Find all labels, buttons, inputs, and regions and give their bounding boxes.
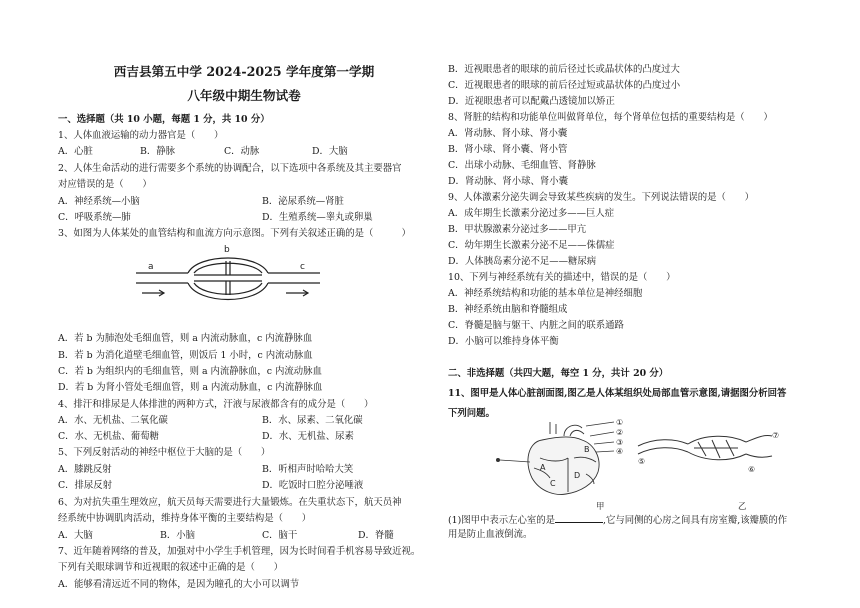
q10-option-c: C．脊髓是脑与躯干、内脏之间的联系通路 [448, 320, 624, 331]
q7-stem-line1: 7、近年随着网络的普及，加强对中小学生手机管理，因为长时间看手机容易导致近视。 [58, 546, 421, 557]
q7-option-c: C．近视眼患者的眼球的前后径过短或晶状体的凸度过小 [448, 80, 681, 91]
q4-stem: 4、排汗和排尿是人体排泄的两种方式，汗液与尿液都含有的成分是（ ） [58, 399, 374, 410]
exam-subtitle: 八年级中期生物试卷 [187, 88, 301, 103]
q9-option-b: B．甲状腺激素分泌过多——甲亢 [448, 224, 587, 235]
q5-stem: 5、下列反射活动的神经中枢位于大脑的是（ ） [58, 447, 271, 458]
q11-sub1-line2: 用是防止血液倒流。 [448, 529, 533, 540]
q6-option-b: B．小脑 [160, 530, 196, 541]
section2-heading: 二、非选择题（共四大题，每空 1 分，共计 20 分） [448, 368, 669, 379]
q5-option-c: C．排尿反射 [58, 480, 113, 491]
label-a: a [148, 262, 154, 272]
exam-title: 西吉县第五中学 2024-2025 学年度第一学期 [113, 64, 375, 79]
section1-heading: 一、选择题（共 10 小题，每题 1 分，共 10 分） [58, 114, 270, 125]
q4-option-a: A．水、无机盐、二氧化碳 [58, 415, 168, 426]
q4-option-b: B．水、尿素、二氧化碳 [262, 415, 363, 426]
q8-option-b: B．肾小球、肾小囊、肾小管 [448, 144, 568, 155]
heart-label-4: ④ [616, 447, 624, 456]
q11-stem-line1: 11、图甲是人体心脏剖面图,图乙是人体某组织处局部血管示意图,请据图分析回答 [448, 388, 787, 399]
q7-option-a: A．能够看清远近不同的物体，是因为瞳孔的大小可以调节 [58, 579, 300, 590]
q6-stem-line2: 经系统中协调肌肉活动，维持身体平衡的主要结构是（ ） [58, 513, 312, 524]
q7-option-d: D．近视眼患者可以配戴凸透镜加以矫正 [448, 96, 615, 107]
vessel-label-6: ⑥ [748, 465, 756, 474]
q2-option-a: A．神经系统—小脑 [58, 196, 140, 207]
q11-stem-line2: 下列问题。 [448, 408, 495, 419]
q11-sub1-after: ,它与同侧的心房之间具有房室瓣,该瓣膜的作 [603, 515, 788, 526]
q5-option-d: D．吃饭时口腔分泌唾液 [262, 480, 364, 491]
vessel-label-5: ⑤ [638, 457, 646, 466]
q3-stem: 3、如图为人体某处的血管结构和血流方向示意图。下列有关叙述正确的是（ ） [58, 228, 411, 239]
fig-jia-caption: 甲 [596, 501, 605, 511]
q10-option-b: B．神经系统由脑和脊髓组成 [448, 304, 568, 315]
q10-option-a: A．神经系统结构和功能的基本单位是神经细胞 [448, 288, 643, 299]
q10-stem: 10、下列与神经系统有关的描述中，错误的是（ ） [448, 272, 676, 283]
q1-stem: 1、人体血液运输的动力器官是（ ） [58, 130, 224, 141]
q6-option-d: D．脊髓 [358, 530, 394, 541]
q11-sub1-line1 [448, 513, 787, 527]
q2-stem-line1: 2、人体生命活动的进行需要多个系统的协调配合，以下选项中各系统及其主要器官 [58, 163, 402, 174]
blood-vessel-diagram [128, 243, 328, 323]
q1-option-b: B．静脉 [140, 146, 176, 157]
q8-stem: 8、肾脏的结构和功能单位叫做肾单位，每个肾单位包括的重要结构是（ ） [448, 112, 773, 123]
q4-option-d: D．水、无机盐、尿素 [262, 431, 354, 442]
q10-option-d: D．小脑可以维持身体平衡 [448, 336, 559, 347]
heart-label-1: ① [616, 418, 624, 427]
vessel-label-7: ⑦ [772, 431, 780, 440]
q3-option-c: C．若 b 为组织内的毛细血管，则 a 内流静脉血，c 内流动脉血 [58, 366, 322, 377]
q9-option-c: C．幼年期生长激素分泌不足——侏儒症 [448, 240, 615, 251]
heart-label-B: B [584, 445, 590, 454]
q8-option-a: A．肾动脉、肾小球、肾小囊 [448, 128, 568, 139]
heart-label-A: A [540, 463, 546, 472]
label-c: c [300, 262, 305, 272]
q3-option-b: B．若 b 为消化道壁毛细血管，则饭后 1 小时，c 内流动脉血 [58, 350, 313, 361]
q11-sub1-blank[interactable] [555, 513, 603, 523]
q2-option-c: C．呼吸系统—肺 [58, 212, 131, 223]
tissue-vessel-figure [634, 428, 784, 490]
heart-label-2: ② [616, 428, 624, 437]
q4-option-c: C．水、无机盐、葡萄糖 [58, 431, 159, 442]
heart-label-3: ③ [616, 438, 624, 447]
q9-option-d: D．人体胰岛素分泌不足——糖尿病 [448, 256, 597, 267]
label-b: b [224, 245, 230, 255]
q8-option-d: D．肾动脉、肾小球、肾小囊 [448, 176, 569, 187]
q6-stem-line1: 6、为对抗失重生理效应，航天员每天需要进行大量锻炼。在失重状态下，航天员神 [58, 497, 402, 508]
q5-option-b: B．听相声时哈哈大笑 [262, 464, 354, 475]
q8-option-c: C．出球小动脉、毛细血管、肾静脉 [448, 160, 596, 171]
q1-option-a: A．心脏 [58, 146, 93, 157]
heart-label-C: C [550, 479, 556, 488]
q2-option-d: D．生殖系统—睾丸或卵巢 [262, 212, 373, 223]
q7-option-b: B．近视眼患者的眼球的前后径过长或晶状体的凸度过大 [448, 64, 680, 75]
q7-stem-line2: 下列有关眼球调节和近视眼的叙述中正确的是（ ） [58, 562, 284, 573]
q9-option-a: A．成年期生长激素分泌过多——巨人症 [448, 208, 615, 219]
heart-section-figure [490, 418, 650, 506]
q5-option-a: A．膝跳反射 [58, 464, 112, 475]
q6-option-c: C．脑干 [262, 530, 298, 541]
fig-yi-caption: 乙 [738, 501, 747, 511]
q3-option-a: A．若 b 为肺泡处毛细血管，则 a 内流动脉血，c 内流静脉血 [58, 333, 313, 344]
q9-stem: 9、人体激素分泌失调会导致某些疾病的发生。下列说法错误的是（ ） [448, 192, 754, 203]
q2-option-b: B．泌尿系统—肾脏 [262, 196, 344, 207]
q1-option-d: D．大脑 [312, 146, 348, 157]
q6-option-a: A．大脑 [58, 530, 93, 541]
q2-stem-line2: 对应错误的是（ ） [58, 179, 152, 190]
q1-option-c: C．动脉 [224, 146, 260, 157]
heart-label-D: D [574, 471, 581, 480]
q11-sub1-before: (1)图甲中表示左心室的是 [448, 515, 556, 526]
q3-option-d: D．若 b 为肾小管处毛细血管，则 a 内流动脉血，c 内流静脉血 [58, 382, 323, 393]
